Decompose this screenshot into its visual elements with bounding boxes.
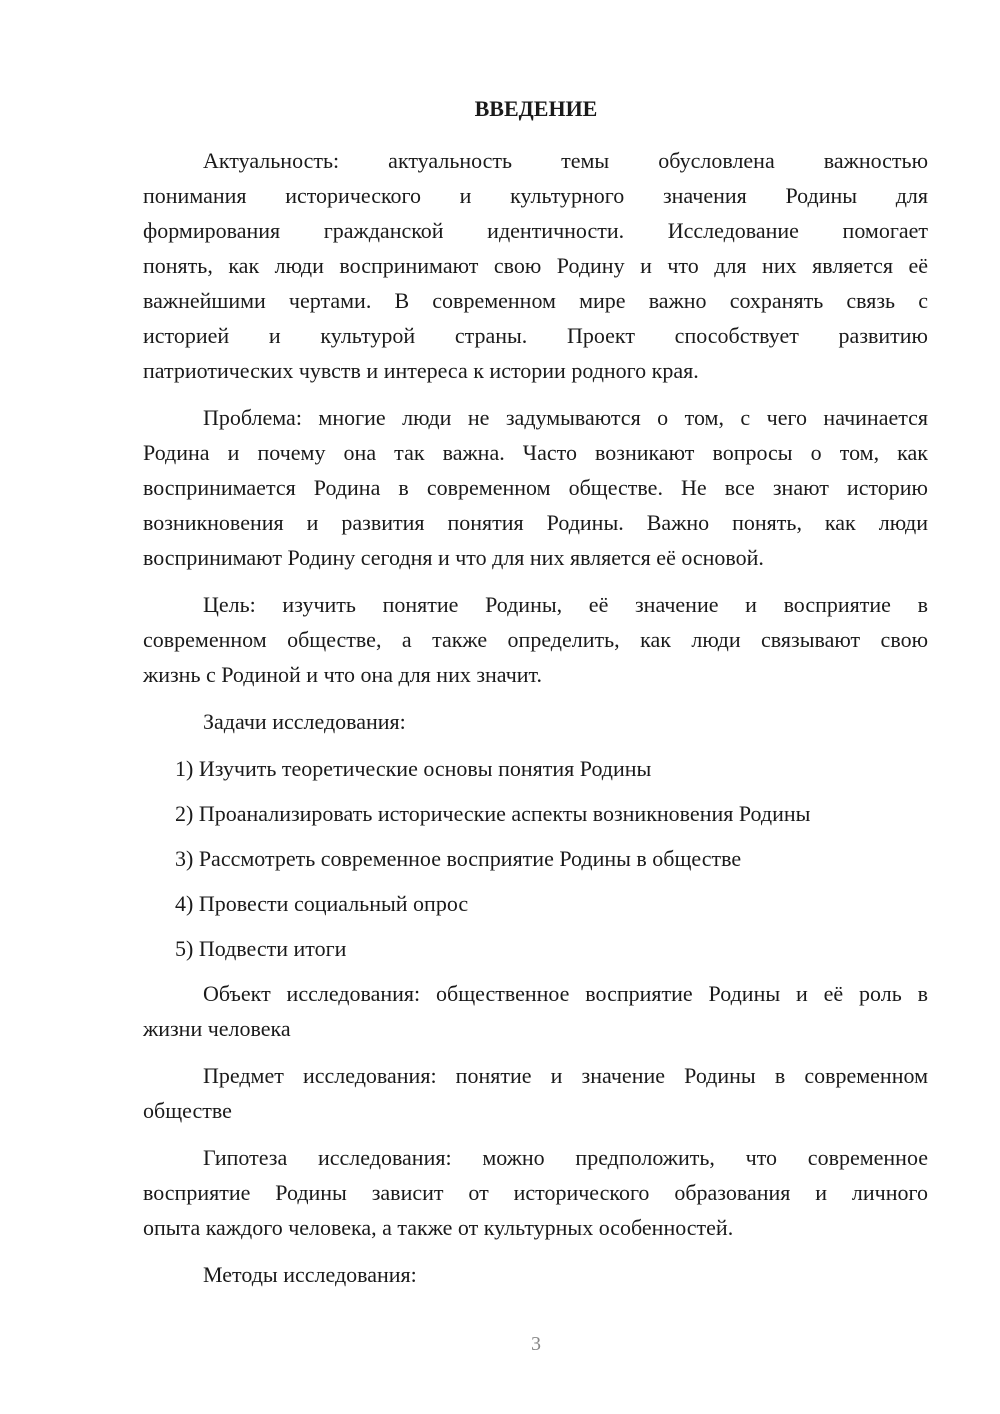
paragraph: [143, 1140, 928, 1245]
task-item: 4) Провести социальный опрос: [175, 891, 469, 916]
text-line: понять, как люди воспринимают свою Родину и что для них является её: [143, 253, 928, 278]
paragraph: [143, 143, 928, 388]
paragraph: [143, 1058, 928, 1128]
text-line: Актуальность: актуальность темы обусловлена важностью: [203, 148, 928, 173]
text-line: обществе: [143, 1098, 232, 1123]
intro-paragraphs: [143, 143, 928, 739]
paragraph: [143, 587, 928, 692]
text-line: восприятие Родины зависит от исторического образования и личного: [143, 1180, 928, 1205]
page-number: 3: [531, 1333, 541, 1355]
text-line: опыта каждого человека, а также от культурных особенностей.: [143, 1215, 734, 1240]
text-line: Методы исследования:: [203, 1262, 417, 1287]
text-line: Родина и почему она так важна. Часто возникают вопросы о том, как: [143, 440, 928, 465]
text-line: Цель: изучить понятие Родины, её значение и восприятие в: [203, 592, 928, 617]
text-line: воспринимают Родину сегодня и что для них является её основой.: [143, 545, 764, 570]
text-line: современном обществе, а также определить, как люди связывают свою: [143, 627, 928, 652]
text-line: воспринимается Родина в современном обществе. Не все знают историю: [143, 475, 928, 500]
task-item: 1) Изучить теоретические основы понятия Родины: [175, 756, 652, 781]
task-item: 2) Проанализировать исторические аспекты возникновения Родины: [175, 801, 811, 826]
task-item: 5) Подвести итоги: [175, 936, 347, 961]
text-line: Гипотеза исследования: можно предположить, что современное: [203, 1145, 928, 1170]
text-line: жизнь с Родиной и что она для них значит.: [143, 662, 542, 687]
text-line: формирования гражданской идентичности. Исследование помогает: [143, 218, 928, 243]
text-line: Задачи исследования:: [203, 709, 406, 734]
paragraph: [143, 704, 928, 739]
research-paragraphs: [143, 976, 928, 1292]
text-line: важнейшими чертами. В современном мире важно сохранять связь с: [143, 288, 928, 313]
tasks-list: [143, 751, 928, 976]
text-line: патриотических чувств и интереса к истории родного края.: [143, 358, 699, 383]
text-line: понимания исторического и культурного значения Родины для: [143, 183, 928, 208]
text-line: историей и культурой страны. Проект способствует развитию: [143, 323, 928, 348]
text-line: Проблема: многие люди не задумываются о том, с чего начинается: [203, 405, 928, 430]
text-line: Объект исследования: общественное восприятие Родины и её роль в: [203, 981, 928, 1006]
document-body: [143, 143, 928, 1304]
text-line: возникновения и развития понятия Родины. Важно понять, как люди: [143, 510, 928, 535]
task-item: 3) Рассмотреть современное восприятие Родины в обществе: [175, 846, 742, 871]
page-title: ВВЕДЕНИЕ: [474, 96, 598, 121]
text-line: жизни человека: [143, 1016, 291, 1041]
paragraph: [143, 976, 928, 1046]
text-line: Предмет исследования: понятие и значение Родины в современном: [203, 1063, 928, 1088]
paragraph: [143, 1257, 928, 1292]
paragraph: [143, 400, 928, 575]
